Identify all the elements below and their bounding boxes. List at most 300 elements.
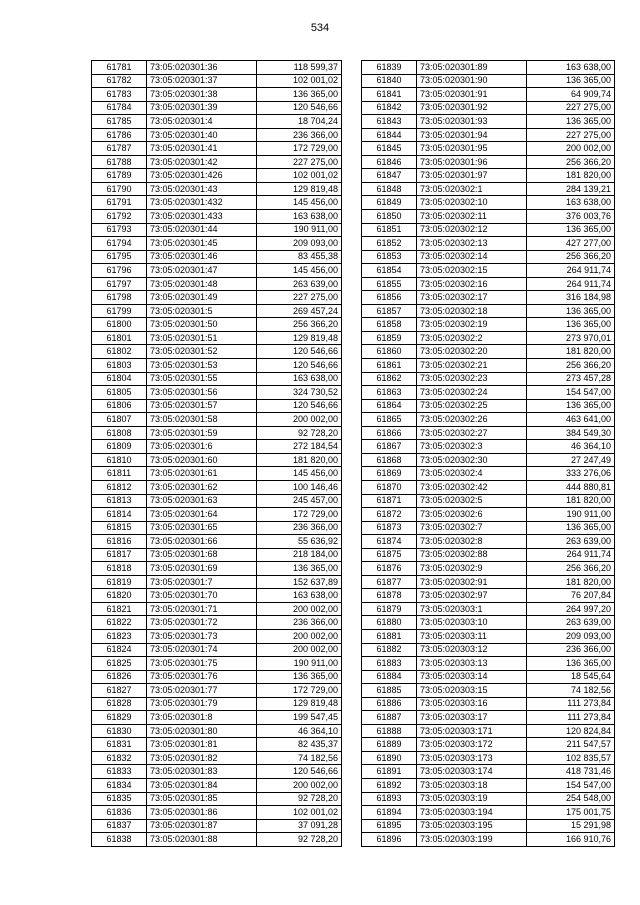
cadastral-number-cell: 73:05:020301:86 — [147, 806, 257, 820]
value-cell: 172 729,00 — [257, 684, 342, 698]
cadastral-number-cell: 73:05:020301:5 — [147, 304, 257, 318]
row-number-cell: 61888 — [362, 724, 417, 738]
row-number-cell: 61858 — [362, 318, 417, 332]
table-row — [362, 223, 615, 237]
cadastral-number-cell: 73:05:020302:14 — [417, 250, 527, 264]
cadastral-number-cell: 73:05:020301:44 — [147, 223, 257, 237]
row-number-cell: 61811 — [92, 467, 147, 481]
row-number-cell: 61867 — [362, 440, 417, 454]
table-row — [362, 413, 615, 427]
value-cell: 269 457,24 — [257, 304, 342, 318]
table-row — [362, 629, 615, 643]
table-row — [362, 277, 615, 291]
row-number-cell: 61890 — [362, 751, 417, 765]
row-number-cell: 61851 — [362, 223, 417, 237]
table-row — [362, 318, 615, 332]
value-cell: 129 819,48 — [257, 331, 342, 345]
value-cell: 102 001,02 — [257, 169, 342, 183]
row-number-cell: 61789 — [92, 169, 147, 183]
row-number-cell: 61876 — [362, 562, 417, 576]
cadastral-number-cell: 73:05:020301:433 — [147, 210, 257, 224]
row-number-cell: 61827 — [92, 684, 147, 698]
value-cell: 256 366,20 — [527, 155, 615, 169]
row-number-cell: 61817 — [92, 548, 147, 562]
row-number-cell: 61813 — [92, 494, 147, 508]
row-number-cell: 61872 — [362, 508, 417, 522]
cadastral-number-cell: 73:05:020301:42 — [147, 155, 257, 169]
value-cell: 284 139,21 — [527, 182, 615, 196]
table-row — [92, 724, 342, 738]
row-number-cell: 61842 — [362, 101, 417, 115]
row-number-cell: 61847 — [362, 169, 417, 183]
table-row — [92, 291, 342, 305]
cadastral-number-cell: 73:05:020301:43 — [147, 182, 257, 196]
row-number-cell: 61857 — [362, 304, 417, 318]
table-row — [92, 833, 342, 847]
table-row — [92, 792, 342, 806]
value-cell: 256 366,20 — [257, 318, 342, 332]
row-number-cell: 61802 — [92, 345, 147, 359]
cadastral-number-cell: 73:05:020302:25 — [417, 399, 527, 413]
cadastral-number-cell: 73:05:020303:174 — [417, 765, 527, 779]
row-number-cell: 61826 — [92, 670, 147, 684]
cadastral-number-cell: 73:05:020301:51 — [147, 331, 257, 345]
cadastral-number-cell: 73:05:020301:7 — [147, 575, 257, 589]
table-row — [362, 751, 615, 765]
cadastral-number-cell: 73:05:020302:20 — [417, 345, 527, 359]
cadastral-number-cell: 73:05:020301:92 — [417, 101, 527, 115]
row-number-cell: 61856 — [362, 291, 417, 305]
cadastral-number-cell: 73:05:020302:91 — [417, 575, 527, 589]
table-row — [92, 182, 342, 196]
table-row — [362, 602, 615, 616]
row-number-cell: 61812 — [92, 480, 147, 494]
row-number-cell: 61833 — [92, 765, 147, 779]
value-cell: 418 731,46 — [527, 765, 615, 779]
cadastral-number-cell: 73:05:020302:42 — [417, 480, 527, 494]
table-row — [362, 345, 615, 359]
cadastral-number-cell: 73:05:020302:26 — [417, 413, 527, 427]
row-number-cell: 61887 — [362, 711, 417, 725]
cadastral-number-cell: 73:05:020302:24 — [417, 386, 527, 400]
cadastral-number-cell: 73:05:020302:10 — [417, 196, 527, 210]
value-cell: 136 365,00 — [527, 318, 615, 332]
table-row — [92, 548, 342, 562]
cadastral-number-cell: 73:05:020302:30 — [417, 453, 527, 467]
cadastral-number-cell: 73:05:020301:74 — [147, 643, 257, 657]
row-number-cell: 61886 — [362, 697, 417, 711]
value-cell: 145 456,00 — [257, 196, 342, 210]
row-number-cell: 61790 — [92, 182, 147, 196]
row-number-cell: 61787 — [92, 142, 147, 156]
cadastral-number-cell: 73:05:020302:3 — [417, 440, 527, 454]
cadastral-number-cell: 73:05:020303:18 — [417, 778, 527, 792]
value-cell: 236 366,00 — [527, 643, 615, 657]
table-row — [92, 372, 342, 386]
table-row — [92, 453, 342, 467]
cadastral-number-cell: 73:05:020301:81 — [147, 738, 257, 752]
value-cell: 200 002,00 — [257, 643, 342, 657]
table-row — [92, 155, 342, 169]
table-row — [362, 331, 615, 345]
table-row — [92, 88, 342, 102]
value-cell: 227 275,00 — [527, 101, 615, 115]
table-row — [92, 589, 342, 603]
value-cell: 376 003,76 — [527, 210, 615, 224]
table-row — [92, 616, 342, 630]
value-cell: 427 277,00 — [527, 237, 615, 251]
row-number-cell: 61800 — [92, 318, 147, 332]
cadastral-number-cell: 73:05:020301:94 — [417, 128, 527, 142]
cadastral-number-cell: 73:05:020301:48 — [147, 277, 257, 291]
table-row — [362, 196, 615, 210]
cadastral-number-cell: 73:05:020301:39 — [147, 101, 257, 115]
value-cell: 46 364,10 — [257, 724, 342, 738]
value-cell: 263 639,00 — [527, 616, 615, 630]
table-row — [92, 237, 342, 251]
value-cell: 200 002,00 — [527, 142, 615, 156]
value-cell: 136 365,00 — [257, 562, 342, 576]
table-row — [362, 494, 615, 508]
table-row — [362, 169, 615, 183]
value-cell: 163 638,00 — [257, 372, 342, 386]
cadastral-number-cell: 73:05:020301:75 — [147, 657, 257, 671]
table-row — [362, 589, 615, 603]
cadastral-number-cell: 73:05:020301:97 — [417, 169, 527, 183]
row-number-cell: 61830 — [92, 724, 147, 738]
cadastral-number-cell: 73:05:020302:12 — [417, 223, 527, 237]
cadastral-number-cell: 73:05:020302:18 — [417, 304, 527, 318]
table-row — [362, 155, 615, 169]
row-number-cell: 61849 — [362, 196, 417, 210]
cadastral-number-cell: 73:05:020303:14 — [417, 670, 527, 684]
row-number-cell: 61823 — [92, 629, 147, 643]
row-number-cell: 61859 — [362, 331, 417, 345]
value-cell: 163 638,00 — [527, 196, 615, 210]
cadastral-number-cell: 73:05:020302:16 — [417, 277, 527, 291]
table-row — [92, 494, 342, 508]
row-number-cell: 61825 — [92, 657, 147, 671]
table-row — [362, 88, 615, 102]
value-cell: 46 364,10 — [527, 440, 615, 454]
cadastral-number-cell: 73:05:020303:11 — [417, 629, 527, 643]
table-row — [92, 413, 342, 427]
value-cell: 27 247,49 — [527, 453, 615, 467]
table-row — [362, 684, 615, 698]
value-cell: 120 546,66 — [257, 101, 342, 115]
row-number-cell: 61862 — [362, 372, 417, 386]
table-row — [92, 277, 342, 291]
table-row — [92, 61, 342, 75]
cadastral-number-cell: 73:05:020301:58 — [147, 413, 257, 427]
table-row — [92, 684, 342, 698]
cadastral-number-cell: 73:05:020302:5 — [417, 494, 527, 508]
cadastral-number-cell: 73:05:020301:91 — [417, 88, 527, 102]
value-cell: 256 366,20 — [527, 250, 615, 264]
row-number-cell: 61870 — [362, 480, 417, 494]
value-cell: 273 970,01 — [527, 331, 615, 345]
row-number-cell: 61792 — [92, 210, 147, 224]
row-number-cell: 61805 — [92, 386, 147, 400]
table-row — [92, 711, 342, 725]
value-cell: 200 002,00 — [257, 778, 342, 792]
value-cell: 92 728,20 — [257, 426, 342, 440]
cadastral-number-cell: 73:05:020301:83 — [147, 765, 257, 779]
cadastral-number-cell: 73:05:020301:56 — [147, 386, 257, 400]
row-number-cell: 61891 — [362, 765, 417, 779]
value-cell: 136 365,00 — [527, 223, 615, 237]
table-row — [92, 508, 342, 522]
cadastral-number-cell: 73:05:020301:6 — [147, 440, 257, 454]
value-cell: 211 547,57 — [527, 738, 615, 752]
row-number-cell: 61892 — [362, 778, 417, 792]
table-row — [362, 535, 615, 549]
value-cell: 83 455,38 — [257, 250, 342, 264]
row-number-cell: 61784 — [92, 101, 147, 115]
value-cell: 273 457,28 — [527, 372, 615, 386]
row-number-cell: 61853 — [362, 250, 417, 264]
cadastral-number-cell: 73:05:020303:16 — [417, 697, 527, 711]
table-row — [362, 359, 615, 373]
row-number-cell: 61848 — [362, 182, 417, 196]
value-cell: 74 182,56 — [527, 684, 615, 698]
table-row — [362, 616, 615, 630]
cadastral-number-cell: 73:05:020301:88 — [147, 833, 257, 847]
cadastral-number-cell: 73:05:020302:8 — [417, 535, 527, 549]
cadastral-number-cell: 73:05:020302:27 — [417, 426, 527, 440]
table-row — [362, 643, 615, 657]
row-number-cell: 61824 — [92, 643, 147, 657]
row-number-cell: 61828 — [92, 697, 147, 711]
table-row — [362, 548, 615, 562]
value-cell: 136 365,00 — [527, 304, 615, 318]
cadastral-number-cell: 73:05:020303:172 — [417, 738, 527, 752]
value-cell: 18 704,24 — [257, 115, 342, 129]
value-cell: 172 729,00 — [257, 508, 342, 522]
row-number-cell: 61871 — [362, 494, 417, 508]
cadastral-number-cell: 73:05:020302:13 — [417, 237, 527, 251]
table-row — [92, 697, 342, 711]
cadastral-number-cell: 73:05:020301:38 — [147, 88, 257, 102]
value-cell: 263 639,00 — [527, 535, 615, 549]
row-number-cell: 61854 — [362, 264, 417, 278]
table-row — [362, 480, 615, 494]
table-row — [92, 575, 342, 589]
value-cell: 175 001,75 — [527, 806, 615, 820]
cadastral-number-cell: 73:05:020301:68 — [147, 548, 257, 562]
value-cell: 129 819,48 — [257, 182, 342, 196]
cadastral-number-cell: 73:05:020302:7 — [417, 521, 527, 535]
row-number-cell: 61846 — [362, 155, 417, 169]
table-row — [92, 196, 342, 210]
cadastral-number-cell: 73:05:020301:80 — [147, 724, 257, 738]
row-number-cell: 61865 — [362, 413, 417, 427]
value-cell: 100 146,46 — [257, 480, 342, 494]
table-row — [362, 372, 615, 386]
row-number-cell: 61868 — [362, 453, 417, 467]
table-row — [92, 264, 342, 278]
table-row — [362, 304, 615, 318]
value-cell: 200 002,00 — [257, 602, 342, 616]
table-row — [362, 440, 615, 454]
row-number-cell: 61831 — [92, 738, 147, 752]
table-row — [92, 629, 342, 643]
table-row — [92, 386, 342, 400]
cadastral-number-cell: 73:05:020301:62 — [147, 480, 257, 494]
cadastral-number-cell: 73:05:020301:76 — [147, 670, 257, 684]
value-cell: 76 207,84 — [527, 589, 615, 603]
table-row — [92, 440, 342, 454]
table-row — [92, 223, 342, 237]
row-number-cell: 61873 — [362, 521, 417, 535]
cadastral-number-cell: 73:05:020301:85 — [147, 792, 257, 806]
row-number-cell: 61836 — [92, 806, 147, 820]
cadastral-number-cell: 73:05:020301:41 — [147, 142, 257, 156]
table-row — [92, 521, 342, 535]
value-cell: 181 820,00 — [527, 345, 615, 359]
row-number-cell: 61791 — [92, 196, 147, 210]
row-number-cell: 61855 — [362, 277, 417, 291]
table-row — [92, 426, 342, 440]
table-row — [92, 399, 342, 413]
cadastral-number-cell: 73:05:020302:1 — [417, 182, 527, 196]
table-row — [92, 806, 342, 820]
value-cell: 64 909,74 — [527, 88, 615, 102]
table-row — [362, 182, 615, 196]
cadastral-number-cell: 73:05:020301:84 — [147, 778, 257, 792]
table-row — [362, 792, 615, 806]
value-cell: 264 911,74 — [527, 264, 615, 278]
row-number-cell: 61782 — [92, 74, 147, 88]
cadastral-number-cell: 73:05:020301:90 — [417, 74, 527, 88]
table-row — [362, 399, 615, 413]
table-row — [92, 74, 342, 88]
row-number-cell: 61829 — [92, 711, 147, 725]
cadastral-number-cell: 73:05:020302:88 — [417, 548, 527, 562]
cadastral-number-cell: 73:05:020301:64 — [147, 508, 257, 522]
table-row — [92, 210, 342, 224]
cadastral-number-cell: 73:05:020301:87 — [147, 819, 257, 833]
table-row — [362, 115, 615, 129]
table-row — [362, 264, 615, 278]
value-cell: 55 636,92 — [257, 535, 342, 549]
value-cell: 163 638,00 — [527, 61, 615, 75]
cadastral-number-cell: 73:05:020303:173 — [417, 751, 527, 765]
value-cell: 236 366,00 — [257, 128, 342, 142]
row-number-cell: 61822 — [92, 616, 147, 630]
table-row — [92, 142, 342, 156]
row-number-cell: 61882 — [362, 643, 417, 657]
value-cell: 136 365,00 — [527, 74, 615, 88]
table-row — [362, 562, 615, 576]
row-number-cell: 61895 — [362, 819, 417, 833]
cadastral-number-cell: 73:05:020303:171 — [417, 724, 527, 738]
row-number-cell: 61837 — [92, 819, 147, 833]
value-cell: 37 091,28 — [257, 819, 342, 833]
cadastral-number-cell: 73:05:020301:73 — [147, 629, 257, 643]
value-cell: 111 273,84 — [527, 711, 615, 725]
row-number-cell: 61804 — [92, 372, 147, 386]
row-number-cell: 61821 — [92, 602, 147, 616]
value-cell: 120 546,66 — [257, 345, 342, 359]
value-cell: 102 835,57 — [527, 751, 615, 765]
cadastral-number-cell: 73:05:020303:17 — [417, 711, 527, 725]
table-row — [362, 778, 615, 792]
value-cell: 129 819,48 — [257, 697, 342, 711]
table-row — [362, 575, 615, 589]
cadastral-number-cell: 73:05:020303:12 — [417, 643, 527, 657]
row-number-cell: 61860 — [362, 345, 417, 359]
row-number-cell: 61889 — [362, 738, 417, 752]
row-number-cell: 61809 — [92, 440, 147, 454]
table-row — [92, 562, 342, 576]
table-row — [362, 74, 615, 88]
value-cell: 102 001,02 — [257, 806, 342, 820]
row-number-cell: 61877 — [362, 575, 417, 589]
row-number-cell: 61894 — [362, 806, 417, 820]
value-cell: 254 548,00 — [527, 792, 615, 806]
table-row — [362, 657, 615, 671]
value-cell: 136 365,00 — [257, 670, 342, 684]
cadastral-number-cell: 73:05:020301:49 — [147, 291, 257, 305]
table-row — [92, 480, 342, 494]
cadastral-number-cell: 73:05:020301:52 — [147, 345, 257, 359]
table-row — [92, 670, 342, 684]
cadastral-number-cell: 73:05:020301:65 — [147, 521, 257, 535]
table-row — [362, 711, 615, 725]
value-cell: 256 366,20 — [527, 562, 615, 576]
value-cell: 190 911,00 — [527, 508, 615, 522]
table-row — [92, 738, 342, 752]
table-row — [362, 765, 615, 779]
cadastral-number-cell: 73:05:020301:55 — [147, 372, 257, 386]
table-row — [362, 386, 615, 400]
value-cell: 92 728,20 — [257, 792, 342, 806]
cadastral-number-cell: 73:05:020303:1 — [417, 602, 527, 616]
table-row — [92, 169, 342, 183]
value-cell: 236 366,00 — [257, 616, 342, 630]
cadastral-number-cell: 73:05:020303:195 — [417, 819, 527, 833]
value-cell: 256 366,20 — [527, 359, 615, 373]
value-cell: 136 365,00 — [527, 657, 615, 671]
value-cell: 172 729,00 — [257, 142, 342, 156]
value-cell: 136 365,00 — [527, 521, 615, 535]
cadastral-number-cell: 73:05:020301:69 — [147, 562, 257, 576]
cadastral-number-cell: 73:05:020302:2 — [417, 331, 527, 345]
cadastral-number-cell: 73:05:020301:60 — [147, 453, 257, 467]
cadastral-number-cell: 73:05:020301:66 — [147, 535, 257, 549]
cadastral-number-cell: 73:05:020303:15 — [417, 684, 527, 698]
cadastral-number-cell: 73:05:020301:432 — [147, 196, 257, 210]
value-cell: 200 002,00 — [257, 413, 342, 427]
table-row — [362, 426, 615, 440]
value-cell: 227 275,00 — [257, 291, 342, 305]
table-row — [362, 806, 615, 820]
value-cell: 82 435,37 — [257, 738, 342, 752]
value-cell: 264 997,20 — [527, 602, 615, 616]
row-number-cell: 61852 — [362, 237, 417, 251]
row-number-cell: 61793 — [92, 223, 147, 237]
cadastral-number-cell: 73:05:020303:199 — [417, 833, 527, 847]
table-row — [92, 819, 342, 833]
value-cell: 163 638,00 — [257, 589, 342, 603]
table-row — [362, 467, 615, 481]
value-cell: 190 911,00 — [257, 657, 342, 671]
value-cell: 120 546,66 — [257, 765, 342, 779]
row-number-cell: 61788 — [92, 155, 147, 169]
registry-table-right — [361, 60, 615, 847]
cadastral-number-cell: 73:05:020301:47 — [147, 264, 257, 278]
